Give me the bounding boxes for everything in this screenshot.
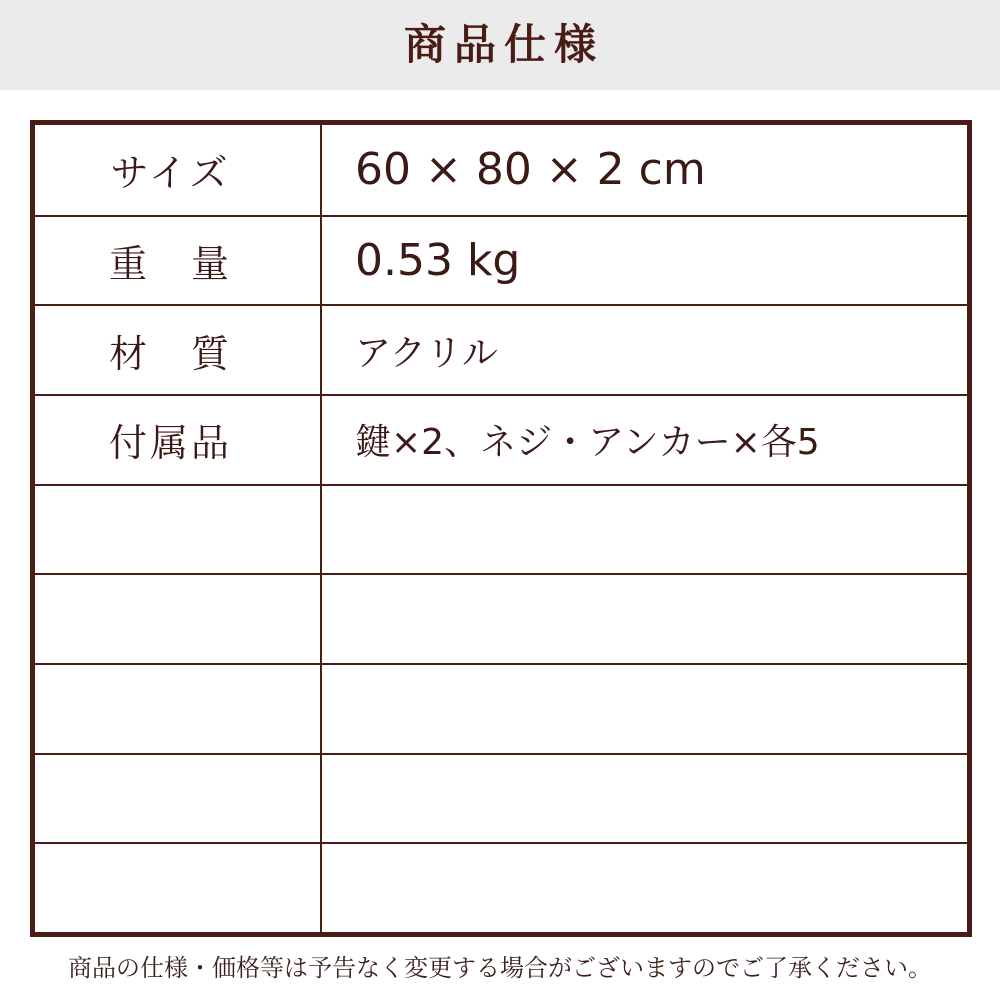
spec-value-empty xyxy=(320,844,967,932)
spec-table xyxy=(30,120,972,937)
header-band xyxy=(0,0,1000,90)
disclaimer-note: 商品の仕様・価格等は予告なく変更する場合がございますのでご了承ください。 xyxy=(68,954,932,982)
spec-row-size xyxy=(35,125,967,215)
spec-row-material xyxy=(35,304,967,394)
spec-value-empty xyxy=(320,575,967,663)
spec-label: 重 量 xyxy=(108,241,232,286)
spec-label-empty xyxy=(35,844,320,932)
spec-label: サイズ xyxy=(110,151,231,196)
spec-row-empty xyxy=(35,842,967,932)
spec-row-empty xyxy=(35,573,967,663)
spec-row-empty xyxy=(35,484,967,574)
spec-value-empty xyxy=(320,755,967,843)
spec-value: 鍵×2、ネジ・アンカー×各5 xyxy=(320,396,967,484)
spec-label-empty xyxy=(35,486,320,574)
spec-label-empty xyxy=(35,665,320,753)
spec-value-empty xyxy=(320,486,967,574)
spec-label: 材 質 xyxy=(108,331,232,376)
spec-row-empty xyxy=(35,753,967,843)
spec-label: 付属品 xyxy=(108,421,232,466)
spec-row-weight xyxy=(35,215,967,305)
spec-value-empty xyxy=(320,665,967,753)
spec-label-empty xyxy=(35,755,320,843)
page-title: 商品仕様 xyxy=(403,20,604,69)
spec-row-empty xyxy=(35,663,967,753)
spec-row-accessories xyxy=(35,394,967,484)
spec-label-empty xyxy=(35,575,320,663)
spec-value: 0.53 kg xyxy=(320,217,967,305)
spec-value: アクリル xyxy=(320,306,967,394)
spec-value: 60 × 80 × 2 cm xyxy=(320,125,967,215)
